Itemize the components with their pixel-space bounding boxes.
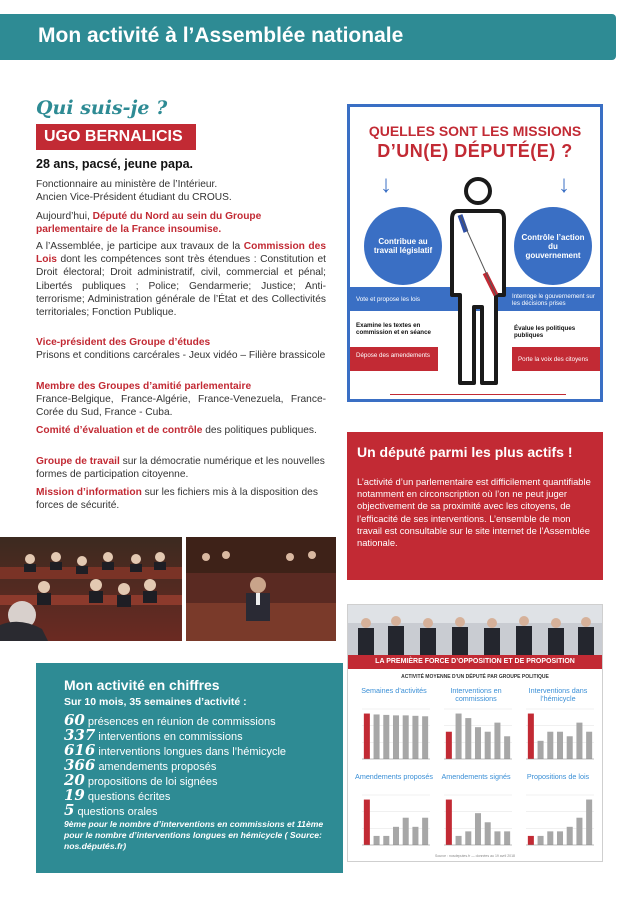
mini-chart-title: Amendements signés xyxy=(441,772,511,781)
mini-chart xyxy=(518,687,598,767)
stat-number: 5 xyxy=(64,801,75,819)
vp-body: Prisons et conditions carcérales - Jeux vidéo – Filière brassicole xyxy=(36,350,326,362)
bar xyxy=(528,714,534,759)
bar xyxy=(576,723,582,759)
bar xyxy=(446,732,452,759)
stats-ranking-note: 9ème pour le nombre d’interventions en commissions et 11ème pour le nombre d’interventions longues en hémicycle ( Source: nos.députés.fr) xyxy=(64,819,324,851)
mini-chart-plot xyxy=(436,773,516,853)
bar xyxy=(475,727,481,759)
bar xyxy=(422,818,428,845)
travail-paragraph xyxy=(36,455,326,481)
stat-label: amendements proposés xyxy=(98,761,217,773)
opposition-charts-panel xyxy=(347,604,603,862)
mini-chart-plot xyxy=(354,687,434,767)
stat-label: interventions longues dans l’hémicycle xyxy=(98,746,287,758)
job-block xyxy=(36,178,326,204)
stat-number: 19 xyxy=(64,786,85,804)
bar xyxy=(494,723,500,759)
bar xyxy=(456,714,462,759)
amitie-body: France-Belgique, France-Algérie, France-Venezuela, France-Corée du Sud, France - Cuba. xyxy=(36,394,326,419)
commission-des-lois: Commission des Lois xyxy=(36,241,326,266)
mission-voix: Porte la voix des citoyens xyxy=(518,356,589,363)
bar xyxy=(374,714,380,759)
stat-label: propositions de loi signées xyxy=(87,776,218,788)
assembly-photo-left xyxy=(0,537,182,641)
deputy-speaking-photo xyxy=(186,537,336,641)
group-photo xyxy=(348,605,603,655)
bar xyxy=(383,715,389,759)
today-highlight: Député du Nord au sein du Groupe parlementaire de la France insoumise. xyxy=(36,211,262,236)
title-banner xyxy=(0,14,616,60)
bar xyxy=(504,831,510,845)
bar xyxy=(364,714,370,759)
bar xyxy=(374,836,380,845)
stats-box xyxy=(36,663,343,873)
mission-heading: Mission d’information xyxy=(36,487,142,498)
bar xyxy=(475,813,481,845)
bar xyxy=(393,827,399,845)
bar xyxy=(403,715,409,759)
mission-amendements: Dépose des amendements xyxy=(356,352,430,359)
bar xyxy=(456,836,462,845)
mini-chart xyxy=(354,773,434,853)
mission-paragraph xyxy=(36,486,326,512)
mission-evalue: Évalue les politiques publiques xyxy=(514,325,576,339)
circle-control: Contrôle l’action du gouvernement xyxy=(514,207,592,285)
bar xyxy=(567,827,573,845)
mini-chart-title: Semaines d’activités xyxy=(361,686,427,695)
stat-label: questions écrites xyxy=(87,791,171,803)
bar xyxy=(504,736,510,759)
active-deputy-title: Un député parmi les plus actifs ! xyxy=(357,444,573,460)
bar xyxy=(485,822,491,845)
mini-chart-title: Propositions de lois xyxy=(526,772,590,781)
today-prefix: Aujourd’hui, xyxy=(36,211,93,222)
bar xyxy=(567,736,573,759)
bar xyxy=(494,831,500,845)
bar xyxy=(586,800,592,845)
mission-examine: Examine les textes en commission et en séance xyxy=(356,322,431,336)
missions-infographic xyxy=(347,104,603,402)
eval-heading: Comité d’évaluation et de contrôle xyxy=(36,425,203,436)
stat-number: 337 xyxy=(64,726,96,744)
vp-heading: Vice-président des Groupe d’études xyxy=(36,337,211,348)
stat-label: interventions en commissions xyxy=(98,731,243,743)
mini-chart xyxy=(436,687,516,767)
who-am-i-heading: Qui suis-je ? xyxy=(36,97,168,119)
stat-label: présences en réunion de commissions xyxy=(87,716,276,728)
bar xyxy=(557,831,563,845)
bar xyxy=(538,836,544,845)
vp-paragraph xyxy=(36,336,326,362)
stats-subtitle: Sur 10 mois, 35 semaines d’activité : xyxy=(64,696,247,708)
active-deputy-body: L’activité d’un parlementaire est difficilement quantifiable notamment en circonscription où l’on ne peut juger objectivement de sa proximité avec les citoyens, de l’efficacité de ses interventions. L’ensemble de mon travail est consultable sur le site internet de l’Assemblée nationale. xyxy=(357,476,591,549)
bar xyxy=(538,741,544,759)
bar xyxy=(547,732,553,759)
bar xyxy=(393,715,399,759)
arrow-down-icon: ↓ xyxy=(558,171,570,198)
bar xyxy=(446,800,452,845)
mini-chart xyxy=(354,687,434,767)
mission-vote: Vote et propose les lois xyxy=(356,296,420,303)
bottom-rule xyxy=(390,394,566,395)
job-line-2: Ancien Vice-Président étudiant du CROUS. xyxy=(36,192,232,204)
circle-legislative: Contribue au travail législatif xyxy=(364,207,442,285)
bar xyxy=(403,818,409,845)
assembly-prefix: A l’Assemblée, je participe aux travaux de la xyxy=(36,241,244,252)
mini-chart-title: Interventions dans l’hémicycle xyxy=(528,686,588,703)
stat-label: questions orales xyxy=(77,806,158,818)
mini-chart-plot xyxy=(354,773,434,853)
bar xyxy=(412,827,418,845)
opposition-band: LA PREMIÈRE FORCE D’OPPOSITION ET DE PROPOSITION xyxy=(348,655,602,669)
mini-chart-title: Amendements proposés xyxy=(355,772,433,781)
bar xyxy=(528,836,534,845)
stat-number: 20 xyxy=(64,771,85,789)
stat-row xyxy=(64,801,158,819)
eval-body: des politiques publiques. xyxy=(202,425,317,436)
active-deputy-box xyxy=(347,432,603,580)
mission-body: sur les fichiers mis à la disposition des forces de sécurité. xyxy=(36,487,318,512)
mission-interroge: Interroge le gouvernement sur les décisions prises xyxy=(512,293,595,307)
travail-heading: Groupe de travail xyxy=(36,456,120,467)
travail-body: sur la démocratie numérique et les nouvelles formes de participation citoyenne. xyxy=(36,456,325,481)
mini-chart xyxy=(436,773,516,853)
bar xyxy=(586,732,592,759)
stat-number: 616 xyxy=(64,741,96,759)
job-line-1: Fonctionnaire au ministère de l’Intérieur. xyxy=(36,179,218,190)
mini-chart-title: Interventions en commissions xyxy=(450,686,502,703)
bar xyxy=(485,732,491,759)
age-line: 28 ans, pacsé, jeune papa. xyxy=(36,157,194,171)
stats-title: Mon activité en chiffres xyxy=(64,677,220,693)
chart-source: Source : nosdeputes.fr — données au 19 avril 2018 xyxy=(435,854,515,858)
arrow-down-icon: ↓ xyxy=(380,171,392,198)
bar xyxy=(576,818,582,845)
eval-paragraph xyxy=(36,424,326,437)
stat-number: 60 xyxy=(64,711,85,729)
missions-title-line-1: QUELLES SONT LES MISSIONS xyxy=(368,123,582,139)
bar xyxy=(383,836,389,845)
mini-chart xyxy=(518,773,598,853)
bar xyxy=(422,716,428,759)
opposition-subtitle: ACTIVITÉ MOYENNE D’UN DÉPUTÉ PAR GROUPE POLITIQUE xyxy=(401,674,549,680)
page-title: Mon activité à l’Assemblée nationale xyxy=(38,24,404,47)
stat-number: 366 xyxy=(64,756,96,774)
bar xyxy=(465,718,471,759)
assembly-paragraph xyxy=(36,240,326,319)
mini-chart-plot xyxy=(518,773,598,853)
missions-title-line-2: D’UN(E) DÉPUTÉ(E) ? xyxy=(377,141,573,161)
amitie-heading: Membre des Groupes d’amitié parlementaire xyxy=(36,381,252,392)
bar xyxy=(465,831,471,845)
deputy-name: UGO BERNALICIS xyxy=(36,124,196,150)
bar xyxy=(412,716,418,759)
assembly-body: dont les compétences sont très étendues : Constitution et Droit électoral; Droit administratif, civil, commercial et pénal; Libertés publiques ; Police; Gendarmerie; Justice; Anti-terrorisme; Administration générale de l’État et des Collectivités territoriales; Fonction Publique. xyxy=(36,254,326,319)
bar xyxy=(364,800,370,845)
today-paragraph xyxy=(36,210,326,236)
bar xyxy=(547,831,553,845)
amitie-paragraph xyxy=(36,380,326,420)
bar xyxy=(557,732,563,759)
